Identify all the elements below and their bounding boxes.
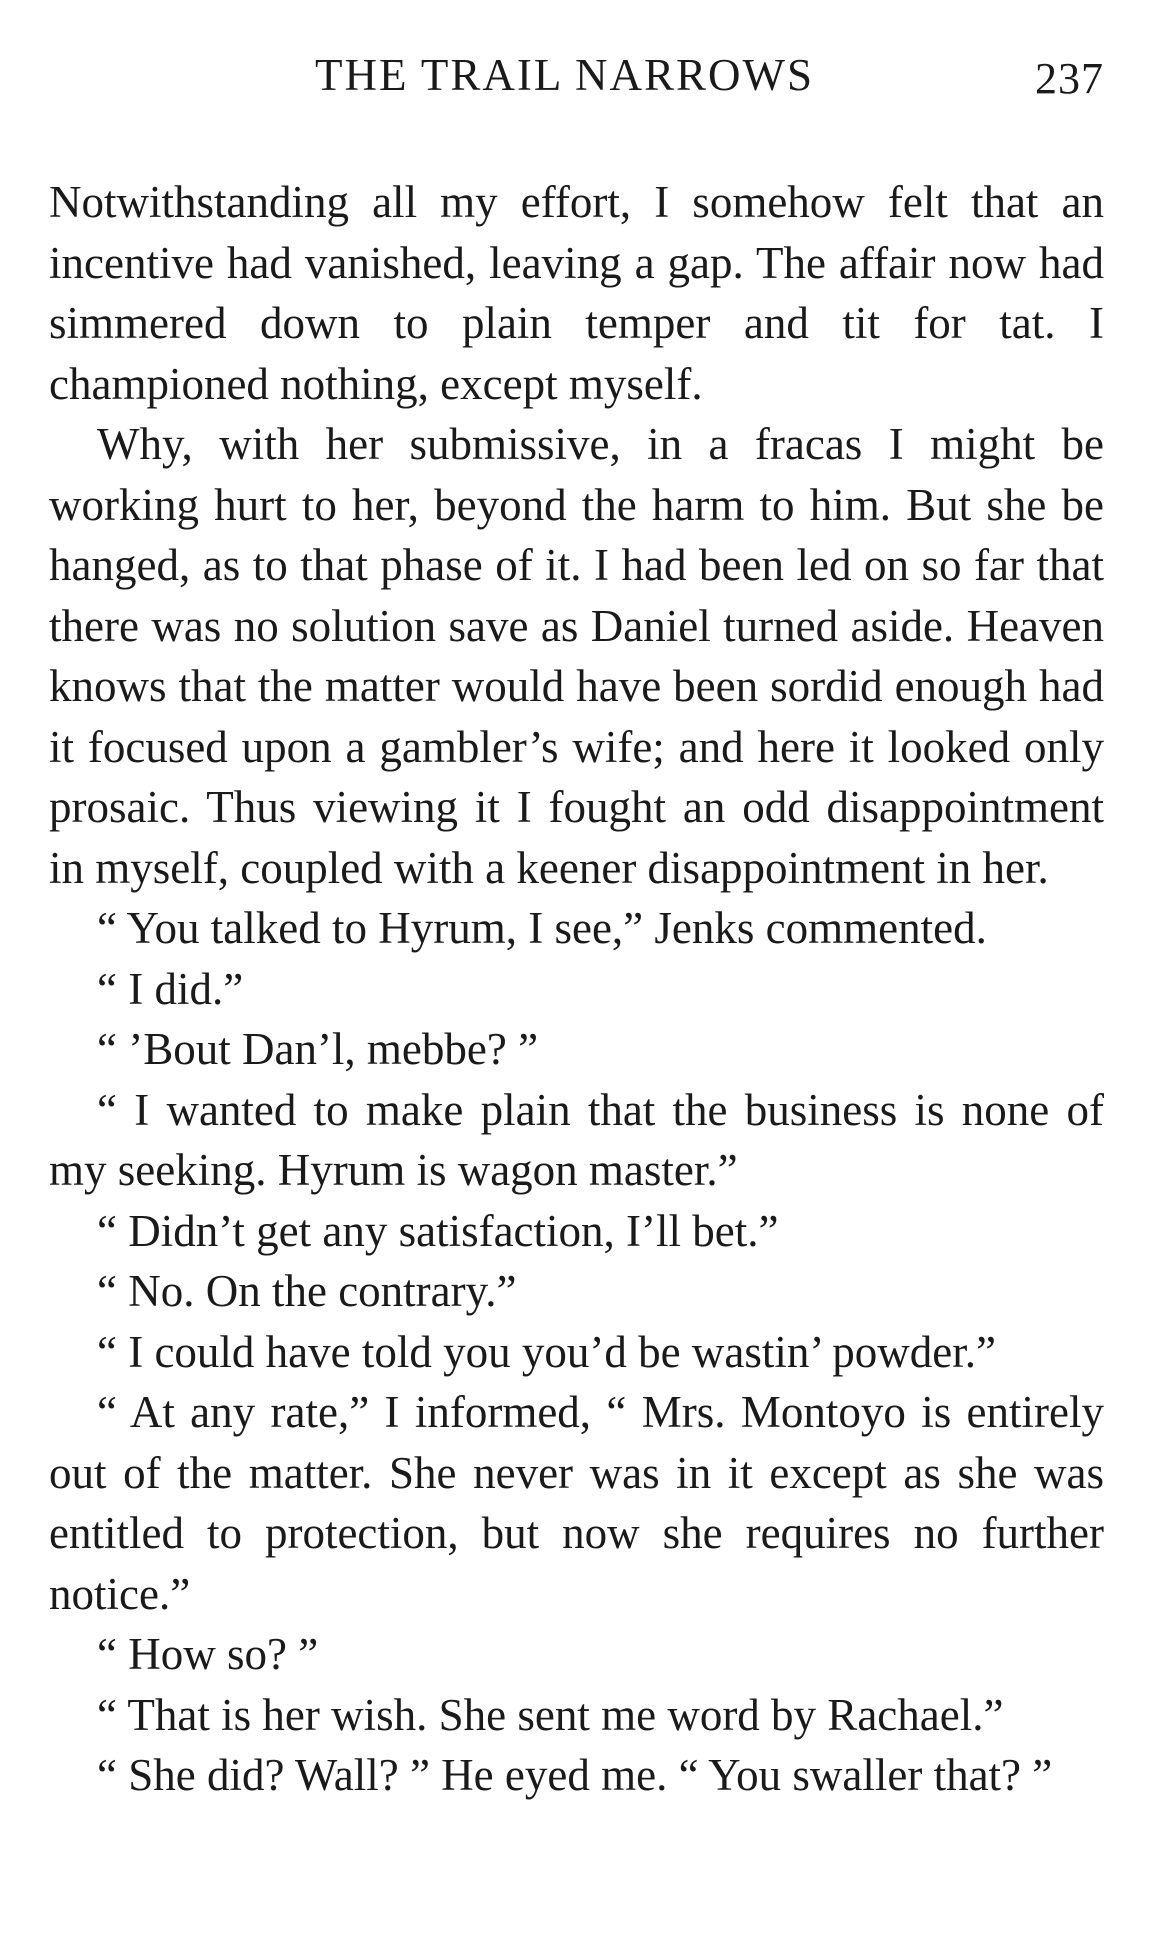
dialogue-line: “ No. On the contrary.” <box>97 1266 517 1316</box>
dialogue-line: “ I did.” <box>97 963 244 1014</box>
dialogue-line: “ How so? ” <box>97 1629 319 1679</box>
paragraph: Notwithstanding all my effort, I somehow felt that an incentive had vanished, leaving a gap. The affair now had simmered down to plain temper and tit for tat. I championed nothing, except myself. <box>49 177 1104 409</box>
dialogue-line: “ Didn’t get any satisfaction, I’ll bet.” <box>97 1205 779 1256</box>
paragraph: Why, with her submissive, in a fracas I might be working hurt to her, beyond the harm to him. But she be hanged, as to that phase of it. I had been led on so far that there was no solution save as Daniel turned aside. Heaven knows that the matter would have been sordid enough had it focused upon a gambler’s wife; and here it looked only prosaic. Thus viewing it I fought an odd disappointment in myself, coupled with a keener disappointment in her. <box>49 419 1104 893</box>
dialogue-line: “ I wanted to make plain that the business is none of my seeking. Hyrum is wagon master.” <box>49 1084 1104 1195</box>
dialogue-line: “ You talked to Hyrum, I see,” Jenks commented. <box>97 903 987 953</box>
chapter-title: THE TRAIL NARROWS <box>315 50 814 100</box>
dialogue-line: “ At any rate,” I informed, “ Mrs. Montoyo is entirely out of the matter. She never was in it except as she was entitled to protection, but now she requires no further notice.” <box>49 1387 1104 1619</box>
body-text <box>49 172 1104 1806</box>
dialogue-line: “ I could have told you you’d be wastin’ powder.” <box>97 1326 996 1377</box>
dialogue-line: “ ’Bout Dan’l, mebbe? ” <box>97 1024 539 1074</box>
dialogue-line: “ She did? Wall? ” He eyed me. “ You swaller that? ” <box>97 1750 1053 1800</box>
page-number: 237 <box>1035 54 1104 103</box>
running-head <box>49 40 1104 110</box>
dialogue-line: “ That is her wish. She sent me word by Rachael.” <box>97 1689 1004 1740</box>
